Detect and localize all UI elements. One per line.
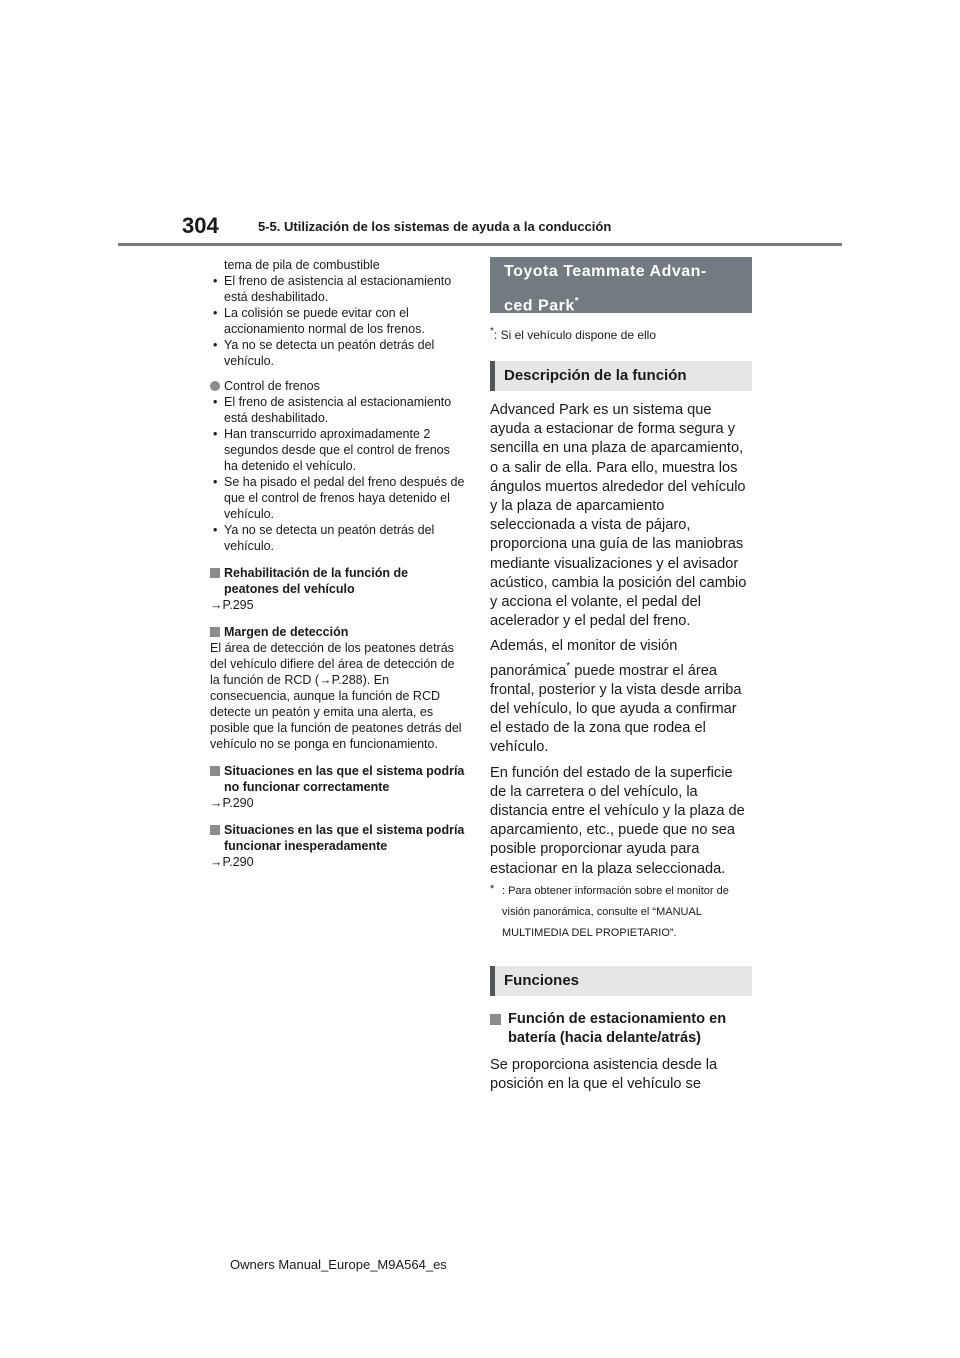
- page-reference[interactable]: →P.290: [210, 796, 254, 810]
- square-bullet-icon: [210, 825, 220, 835]
- paragraph: En función del estado de la superficie de la carretera o del vehículo, la distancia entre el vehículo y la plaza de aparcamiento, etc., puede que no sea posible proporcionar ayuda para estacionar en la plaza seleccionada.: [490, 764, 745, 877]
- paragraph: Además, el monitor de visión panorámica* puede mostrar el área frontal, posterior y la vista desde arriba del vehículo, lo que ayuda a confirmar el estado de la zona que rodea el vehículo.: [490, 638, 742, 756]
- asterisk-mark: *: [574, 296, 580, 307]
- square-bullet-icon: [210, 766, 220, 776]
- page-reference[interactable]: →P.290: [210, 855, 254, 869]
- section-banner: Toyota Teammate Advan- ced Park*: [490, 257, 752, 313]
- subheading-may-not-function: Situaciones en las que el sistema podría no funcionar correctamente: [210, 763, 466, 795]
- square-bullet-icon: [490, 1014, 501, 1025]
- bullet-icon: •: [213, 274, 218, 288]
- heading-accent-bar: [490, 966, 495, 996]
- paragraph: Advanced Park es un sistema que ayuda a estacionar de forma segura y sencilla en una plaza de aparcamiento, o a salir de ella. Para ello, muestra los ángulos muertos alrededor del vehículo y la plaza de aparcamiento seleccionada a vista de pájaro, proporciona una guía de las maniobras mediante visualizaciones y el avisador acústico, cambia la posición del cambio y acciona el volante, el pedal del acelerador y el pedal del freno.: [490, 402, 747, 630]
- page-reference[interactable]: →P.295: [210, 598, 254, 612]
- subheading-unexpected-function: Situaciones en las que el sistema podría funcionar inesperadamente: [210, 822, 466, 854]
- circle-bullet-icon: [210, 381, 220, 391]
- heading-accent-bar: [490, 361, 495, 391]
- bullet-icon: •: [213, 523, 218, 537]
- bullet-icon: •: [213, 395, 218, 409]
- list-item: • El freno de asistencia al estacionamiento está deshabilitado.: [213, 395, 452, 425]
- square-bullet-icon: [210, 568, 220, 578]
- heading-function-description: Descripción de la función: [490, 361, 752, 391]
- list-item: • El freno de asistencia al estacionamiento está deshabilitado.: [213, 274, 452, 304]
- subheading-battery-parking: Función de estacionamiento en batería (hacia delante/atrás): [490, 1010, 752, 1048]
- subheading-rehabilitation: Rehabilitación de la función de peatones del vehículo: [210, 565, 466, 597]
- bullet-icon: •: [213, 306, 218, 320]
- right-column: [490, 257, 752, 1095]
- header-divider: [118, 243, 842, 246]
- bullet-icon: •: [213, 475, 218, 489]
- asterisk-mark: *: [566, 660, 571, 672]
- banner-footnote: *: Si el vehículo dispone de ello: [490, 326, 657, 342]
- left-column: [210, 257, 466, 870]
- description-text: [490, 401, 752, 879]
- circle-heading: Control de frenos: [210, 378, 466, 394]
- page-number: 304: [182, 213, 219, 238]
- heading-functions: Funciones: [490, 966, 752, 996]
- detection-margin-text: El área de detección de los peatones detrás del vehículo difiere del área de detección de la función de RCD (→P.288). En consecuencia, aunque la función de RCD detecte un peatón y emita una alerta, es posible que la función de peatones detrás del vehículo no se ponga en funcionamiento.: [210, 641, 462, 751]
- subheading-detection-margin: Margen de detección: [210, 624, 466, 640]
- continued-text: tema de pila de combustible: [224, 258, 380, 272]
- square-bullet-icon: [210, 627, 220, 637]
- panoramic-footnote: * : Para obtener información sobre el monitor de visión panorámica, consulte el “MANUAL MULTIMEDIA DEL PROPIETARIO”.: [490, 882, 729, 939]
- battery-parking-text: Se proporciona asistencia desde la posición en la que el vehículo se: [490, 1057, 718, 1093]
- section-title: 5-5. Utilización de los sistemas de ayuda a la conducción: [258, 219, 612, 234]
- list-item: • La colisión se puede evitar con el accionamiento normal de los frenos.: [213, 306, 425, 336]
- list-item: • Ya no se detecta un peatón detrás del vehículo.: [213, 523, 435, 553]
- list-item: • Han transcurrido aproximadamente 2 segundos desde que el control de frenos ha detenido el vehículo.: [213, 427, 450, 473]
- list-item: • Ya no se detecta un peatón detrás del vehículo.: [213, 338, 435, 368]
- bullet-icon: •: [213, 338, 218, 352]
- footer-text: Owners Manual_Europe_M9A564_es: [230, 1257, 447, 1272]
- list-item: • Se ha pisado el pedal del freno después de que el control de frenos haya detenido el vehículo.: [213, 475, 465, 521]
- bullet-icon: •: [213, 427, 218, 441]
